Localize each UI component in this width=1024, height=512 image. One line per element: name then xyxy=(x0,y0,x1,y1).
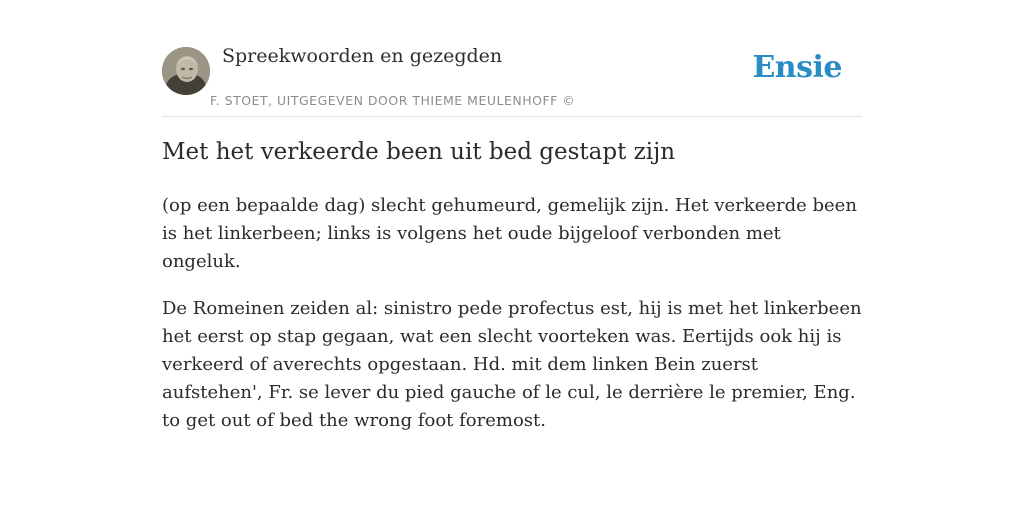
author-avatar xyxy=(162,47,210,95)
entry-paragraph-2: De Romeinen zeiden al: sinistro pede profectus est, hij is met het linkerbeen het eerst op stap gegaan, wat een slecht voorteken was. Eertijds ook hij is verkeerd of averechts opgestaan. Hd. mit dem linken Bein zuerst aufstehen', Fr. se lever du pied gauche of le cul, le derrière le premier, Eng. to get out of bed the wrong foot foremost. xyxy=(162,298,862,431)
entry-header xyxy=(162,0,862,117)
entry-paragraph-1: (op een bepaalde dag) slecht gehumeurd, gemelijk zijn. Het verkeerde been is het linkerbeen; links is volgens het oude bijgeloof verbonden met ongeluk. xyxy=(162,195,857,272)
source-title[interactable]: Spreekwoorden en gezegden xyxy=(222,45,503,67)
entry-title: Met het verkeerde been uit bed gestapt zijn xyxy=(162,139,676,165)
source-meta: F. STOET, UITGEGEVEN DOOR THIEME MEULENHOFF © xyxy=(210,93,576,108)
entry-body xyxy=(162,192,862,454)
ensie-logo-link[interactable]: Ensie xyxy=(752,50,842,85)
author-portrait-icon xyxy=(162,47,210,95)
entry-card xyxy=(162,0,862,512)
